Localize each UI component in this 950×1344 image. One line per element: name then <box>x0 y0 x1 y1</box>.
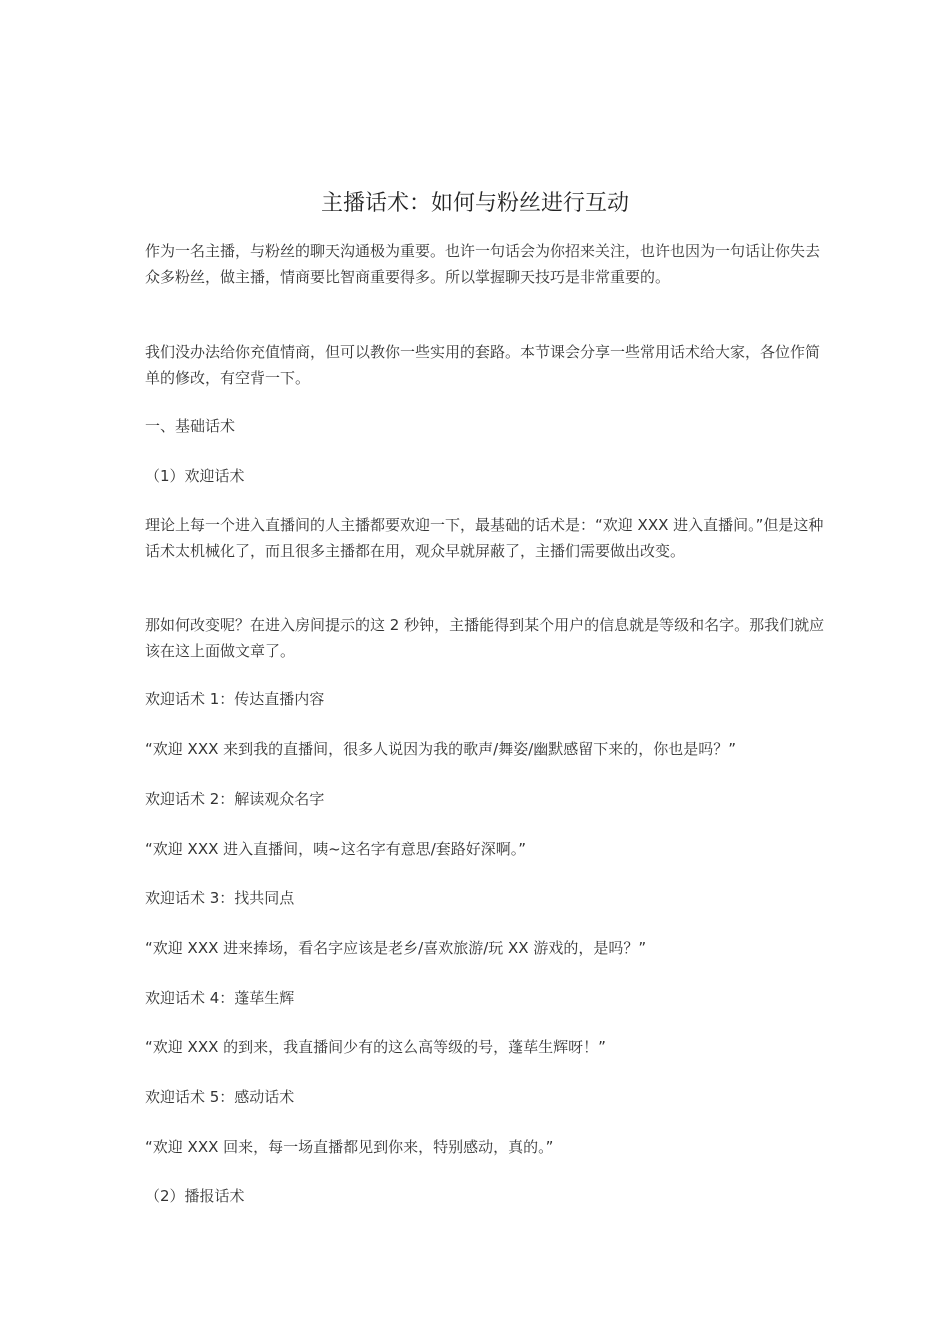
welcome-intro-paragraph: 理论上每一个进入直播间的人主播都要欢迎一下，最基础的话术是：“欢迎 XXX 进入直播间。”但是这种话术太机械化了，而且很多主播都在用，观众早就屏蔽了，主播们需要做出改变。 <box>145 516 824 560</box>
welcome-script-2-text: “欢迎 XXX 进入直播间，咦~这名字有意思/套路好深啊。” <box>145 840 527 858</box>
welcome-script-5-heading: 欢迎话术 5：感动话术 <box>145 1088 295 1106</box>
welcome-script-1-heading: 欢迎话术 1：传达直播内容 <box>145 690 325 708</box>
document-title: 主播话术：如何与粉丝进行互动 <box>320 191 629 216</box>
welcome-script-3-heading: 欢迎话术 3：找共同点 <box>145 889 295 907</box>
subsection-heading-welcome-scripts: （1）欢迎话术 <box>145 467 245 485</box>
subsection-heading-broadcast-scripts: （2）播报话术 <box>145 1187 245 1205</box>
welcome-script-4-text: “欢迎 XXX 的到来，我直播间少有的这么高等级的号，蓬荜生辉呀！” <box>145 1038 606 1056</box>
welcome-script-5-text: “欢迎 XXX 回来，每一场直播都见到你来，特别感动，真的。” <box>145 1138 554 1156</box>
welcome-script-2-heading: 欢迎话术 2：解读观众名字 <box>145 790 325 808</box>
section-heading-basic-scripts: 一、基础话术 <box>145 417 236 435</box>
welcome-script-1-text: “欢迎 XXX 来到我的直播间，很多人说因为我的歌声/舞姿/幽默感留下来的，你也是吗？” <box>145 740 737 758</box>
welcome-change-paragraph: 那如何改变呢？在进入房间提示的这 2 秒钟，主播能得到某个用户的信息就是等级和名字。那我们就应该在这上面做文章了。 <box>145 616 825 660</box>
intro-paragraph-1: 作为一名主播，与粉丝的聊天沟通极为重要。也许一句话会为你招来关注，也许也因为一句话让你失去众多粉丝，做主播，情商要比智商重要得多。所以掌握聊天技巧是非常重要的。 <box>145 242 821 286</box>
welcome-script-3-text: “欢迎 XXX 进来捧场，看名字应该是老乡/喜欢旅游/玩 XX 游戏的，是吗？” <box>145 939 647 957</box>
welcome-script-4-heading: 欢迎话术 4：蓬荜生辉 <box>145 989 295 1007</box>
intro-paragraph-2: 我们没办法给你充值情商，但可以教你一些实用的套路。本节课会分享一些常用话术给大家，各位作简单的修改，有空背一下。 <box>145 343 821 387</box>
